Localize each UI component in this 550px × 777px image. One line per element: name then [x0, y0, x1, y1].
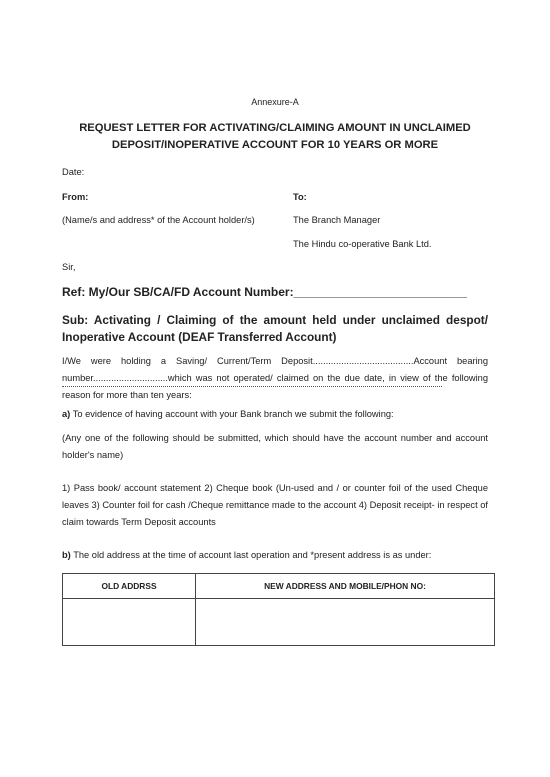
address-table	[62, 573, 495, 646]
salutation: Sir,	[62, 262, 76, 272]
date-label: Date:	[62, 167, 85, 177]
section-b-heading	[62, 547, 488, 564]
to-line-2: The Hindu co-operative Bank Ltd.	[293, 239, 432, 249]
from-value: (Name/s and address* of the Account holder/s)	[62, 215, 255, 225]
new-address-header: NEW ADDRESS AND MOBILE/PHON NO:	[196, 574, 495, 599]
old-address-cell[interactable]	[63, 599, 196, 646]
section-a-heading	[62, 406, 488, 423]
annexure-label: Annexure-A	[251, 97, 299, 107]
from-label: From:	[62, 192, 89, 202]
section-a-label: a)	[62, 409, 71, 419]
subject-line: Sub: Activating / Claiming of the amount held under unclaimed despot/ Inoperative Account (DEAF Transferred Account)	[62, 313, 488, 344]
section-a-text: To evidence of having account with your Bank branch we submit the following:	[72, 409, 394, 419]
section-b-label: b)	[62, 550, 71, 560]
reference-line: Ref: My/Our SB/CA/FD Account Number:__________________________	[62, 285, 468, 299]
table-row	[63, 599, 495, 646]
old-address-header: OLD ADDRSS	[63, 574, 196, 599]
section-a-note: (Any one of the following should be submitted, which should have the account number and account holder's name)	[62, 433, 488, 460]
table-header-row	[63, 574, 495, 599]
section-b-text: The old address at the time of account last operation and *present address is as under:	[73, 550, 432, 560]
section-a-list: 1) Pass book/ account statement 2) Cheque book (Un-used and / or counter foil of the used Cheque leaves 3) Counter foil for cash /Cheque remittance made to the account 4) Deposit receipt- in respect of claim towards Term Deposit accounts	[62, 483, 488, 527]
new-address-cell[interactable]	[196, 599, 495, 646]
to-label: To:	[293, 192, 307, 202]
page-title: REQUEST LETTER FOR ACTIVATING/CLAIMING AMOUNT IN UNCLAIMED DEPOSIT/INOPERATIVE ACCOUNT FOR 10 YEARS OR MORE	[79, 122, 471, 151]
reason-blank-line	[62, 386, 442, 387]
intro-paragraph: I/We were holding a Saving/ Current/Term Deposit.......................................Account bearing number.............................which was not operated/ claimed on the due date, in view of the following reason for more than ten years:	[62, 356, 488, 400]
to-line-1: The Branch Manager	[293, 215, 381, 225]
